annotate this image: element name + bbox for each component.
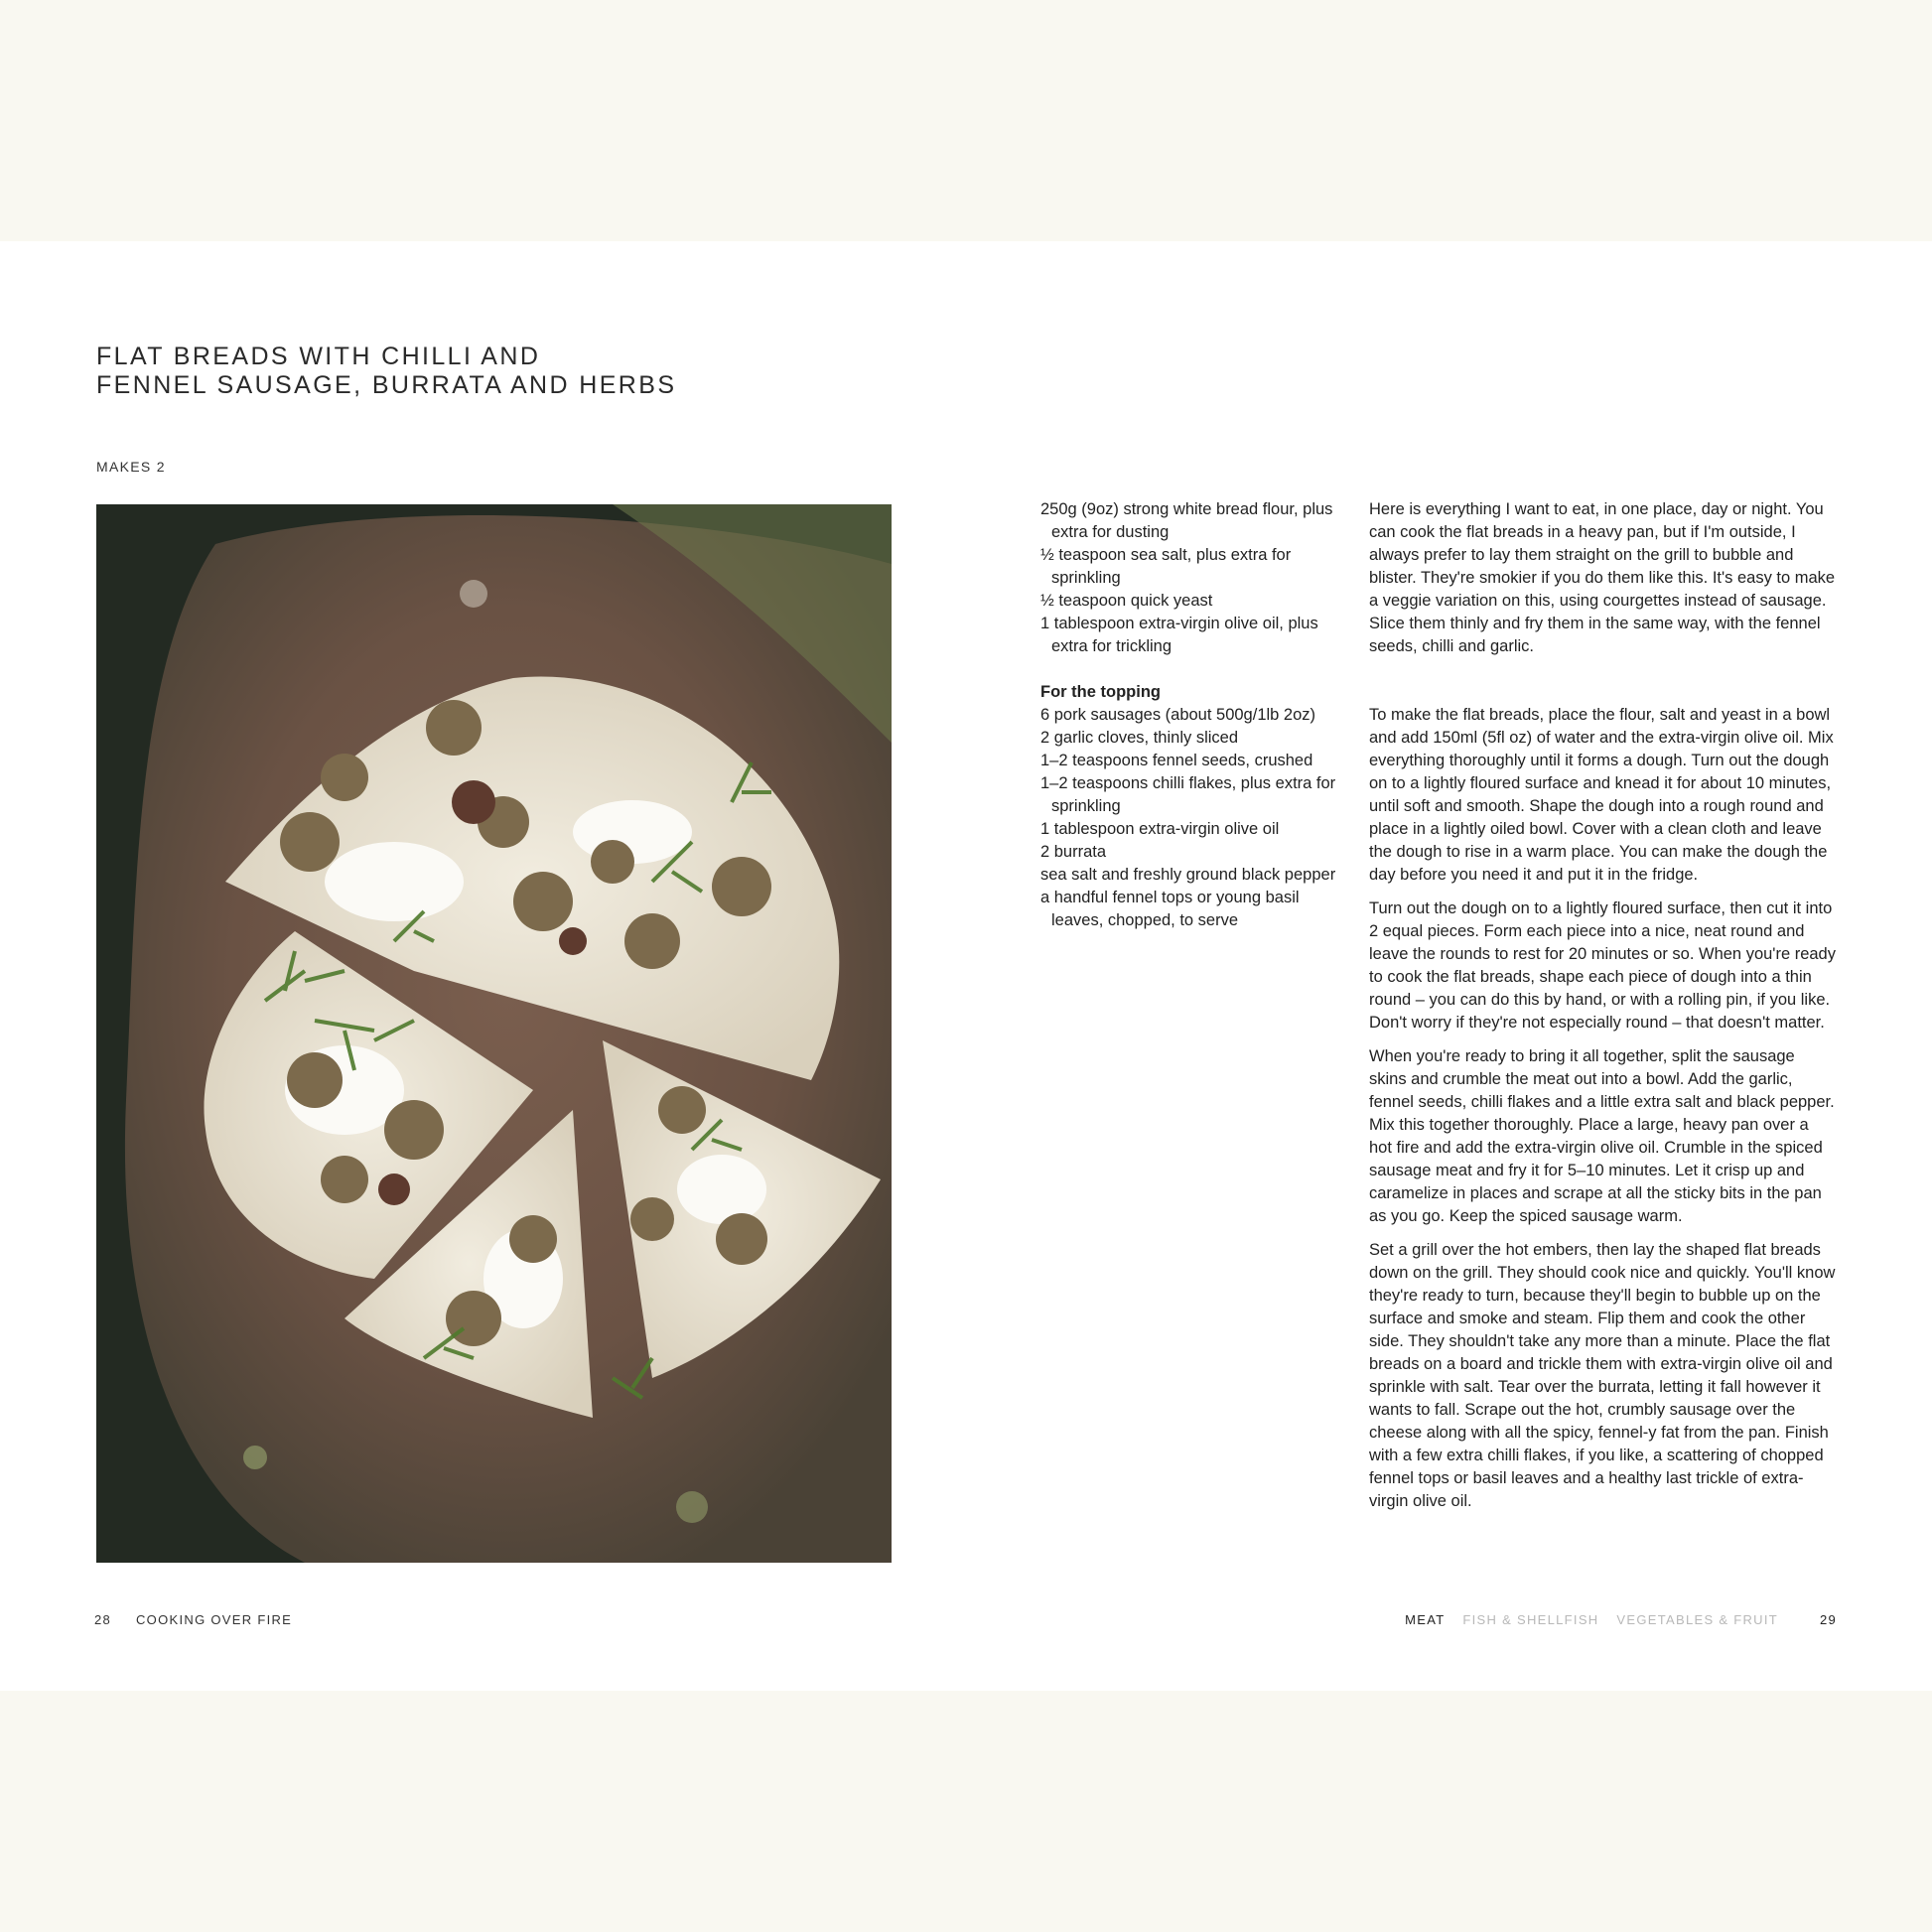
- recipe-photo: [96, 504, 892, 1563]
- left-folio: [94, 1612, 292, 1627]
- flatbread-on-stone-illustration: [96, 504, 892, 1563]
- list-item: 1–2 teaspoons fennel seeds, crushed: [1040, 752, 1313, 769]
- method-step: When you're ready to bring it all together, split the sausage skins and crumble the meat out into a bowl. Add the garlic, fennel seeds, chilli flakes and a little extra salt and black pepper. Mix this together thoroughly. Place a large, heavy pan over a hot fire and add the extra-virgin olive oil. Crumble in the spiced sausage meat and fry it for 5–10 minutes. Let it crisp up and caramelize in places and scrape at all the sticky bits in the pan as you go. Keep the spiced sausage warm.: [1369, 1047, 1835, 1225]
- recipe-intro: Here is everything I want to eat, in one place, day or night. You can cook the flat breads in a heavy pan, but if I'm outside, I always prefer to lay them straight on the grill to bubble and blister. They're smokier if you do them like this. It's easy to make a veggie variation on this, using courgettes instead of sausage. Slice them thinly and fry them in the same way, with the fennel seeds, chilli and garlic.: [1369, 500, 1836, 655]
- list-item: 250g (9oz) strong white bread flour, plus extra for dusting: [1040, 500, 1333, 541]
- list-item: 6 pork sausages (about 500g/1lb 2oz): [1040, 706, 1316, 724]
- left-page-number: 28: [94, 1612, 112, 1627]
- book-spread: [0, 241, 1932, 1691]
- list-item: 1–2 teaspoons chilli flakes, plus extra for sprinkling: [1040, 774, 1336, 815]
- list-item: sea salt and freshly ground black pepper: [1040, 866, 1336, 884]
- section-fish-shellfish: FISH & SHELLFISH: [1462, 1612, 1599, 1627]
- method-step: To make the flat breads, place the flour, salt and yeast in a bowl and add 150ml (5fl oz) of water and the extra-virgin olive oil. Mix everything thoroughly until it forms a dough. Turn out the dough on to a lightly floured surface and knead it for about 10 minutes, until soft and smooth. Shape the dough into a rough round and place in a lightly oiled bowl. Cover with a clean cloth and leave the dough to rise in a warm place. You can make the dough the day before you need it and put it in the fridge.: [1369, 706, 1834, 884]
- list-item: ½ teaspoon quick yeast: [1040, 592, 1213, 610]
- list-item: 2 burrata: [1040, 843, 1107, 861]
- section-meat: MEAT: [1405, 1612, 1446, 1627]
- list-item: 1 tablespoon extra-virgin olive oil: [1040, 820, 1280, 838]
- method-column: [1369, 498, 1836, 1524]
- recipe-title-line-1: FLAT BREADS WITH CHILLI AND: [96, 343, 541, 370]
- dough-ingredients-list: [1040, 498, 1338, 658]
- recipe-yield: MAKES 2: [96, 459, 166, 475]
- book-title: COOKING OVER FIRE: [135, 1612, 293, 1627]
- ingredients-column: [1040, 498, 1338, 955]
- recipe-title-line-2: FENNEL SAUSAGE, BURRATA AND HERBS: [96, 371, 677, 399]
- section-vegetables-fruit: VEGETABLES & FRUIT: [1616, 1612, 1779, 1627]
- method-step: Set a grill over the hot embers, then lay the shaped flat breads down on the grill. They should cook nice and quickly. You'll know they're ready to turn, because they'll begin to bubble up on the surface and smoke and steam. Flip them and cook the other side. They shouldn't take any more than a minute. Place the flat breads on a board and trickle them with extra-virgin olive oil and sprinkle with salt. Tear over the burrata, letting it fall however it wants to fall. Scrape out the hot, crumbly sausage over the cheese along with all the spicy, fennel-y fat from the pan. Finish with a few extra chilli flakes, if you like, a scattering of chopped fennel tops or basil leaves and a healthy last trickle of extra-virgin olive oil.: [1369, 1241, 1836, 1510]
- right-folio: [1405, 1612, 1837, 1627]
- list-item: 1 tablespoon extra-virgin olive oil, plus extra for trickling: [1040, 615, 1318, 655]
- list-item: ½ teaspoon sea salt, plus extra for sprinkling: [1040, 546, 1292, 587]
- method-step: Turn out the dough on to a lightly floured surface, then cut it into 2 equal pieces. Form each piece into a nice, neat round and leave the rounds to rest for 20 minutes or so. When you're ready to cook the flat breads, shape each piece of dough into a thin round – you can do this by hand, or with a rolling pin, if you like. Don't worry if they're not especially round – that doesn't matter.: [1369, 899, 1836, 1032]
- right-page-number: 29: [1819, 1612, 1837, 1627]
- topping-heading: For the topping: [1040, 683, 1161, 701]
- topping-ingredients-list: [1040, 704, 1338, 932]
- list-item: a handful fennel tops or young basil leaves, chopped, to serve: [1040, 889, 1300, 929]
- list-item: 2 garlic cloves, thinly sliced: [1040, 729, 1238, 747]
- recipe-title: [96, 343, 676, 400]
